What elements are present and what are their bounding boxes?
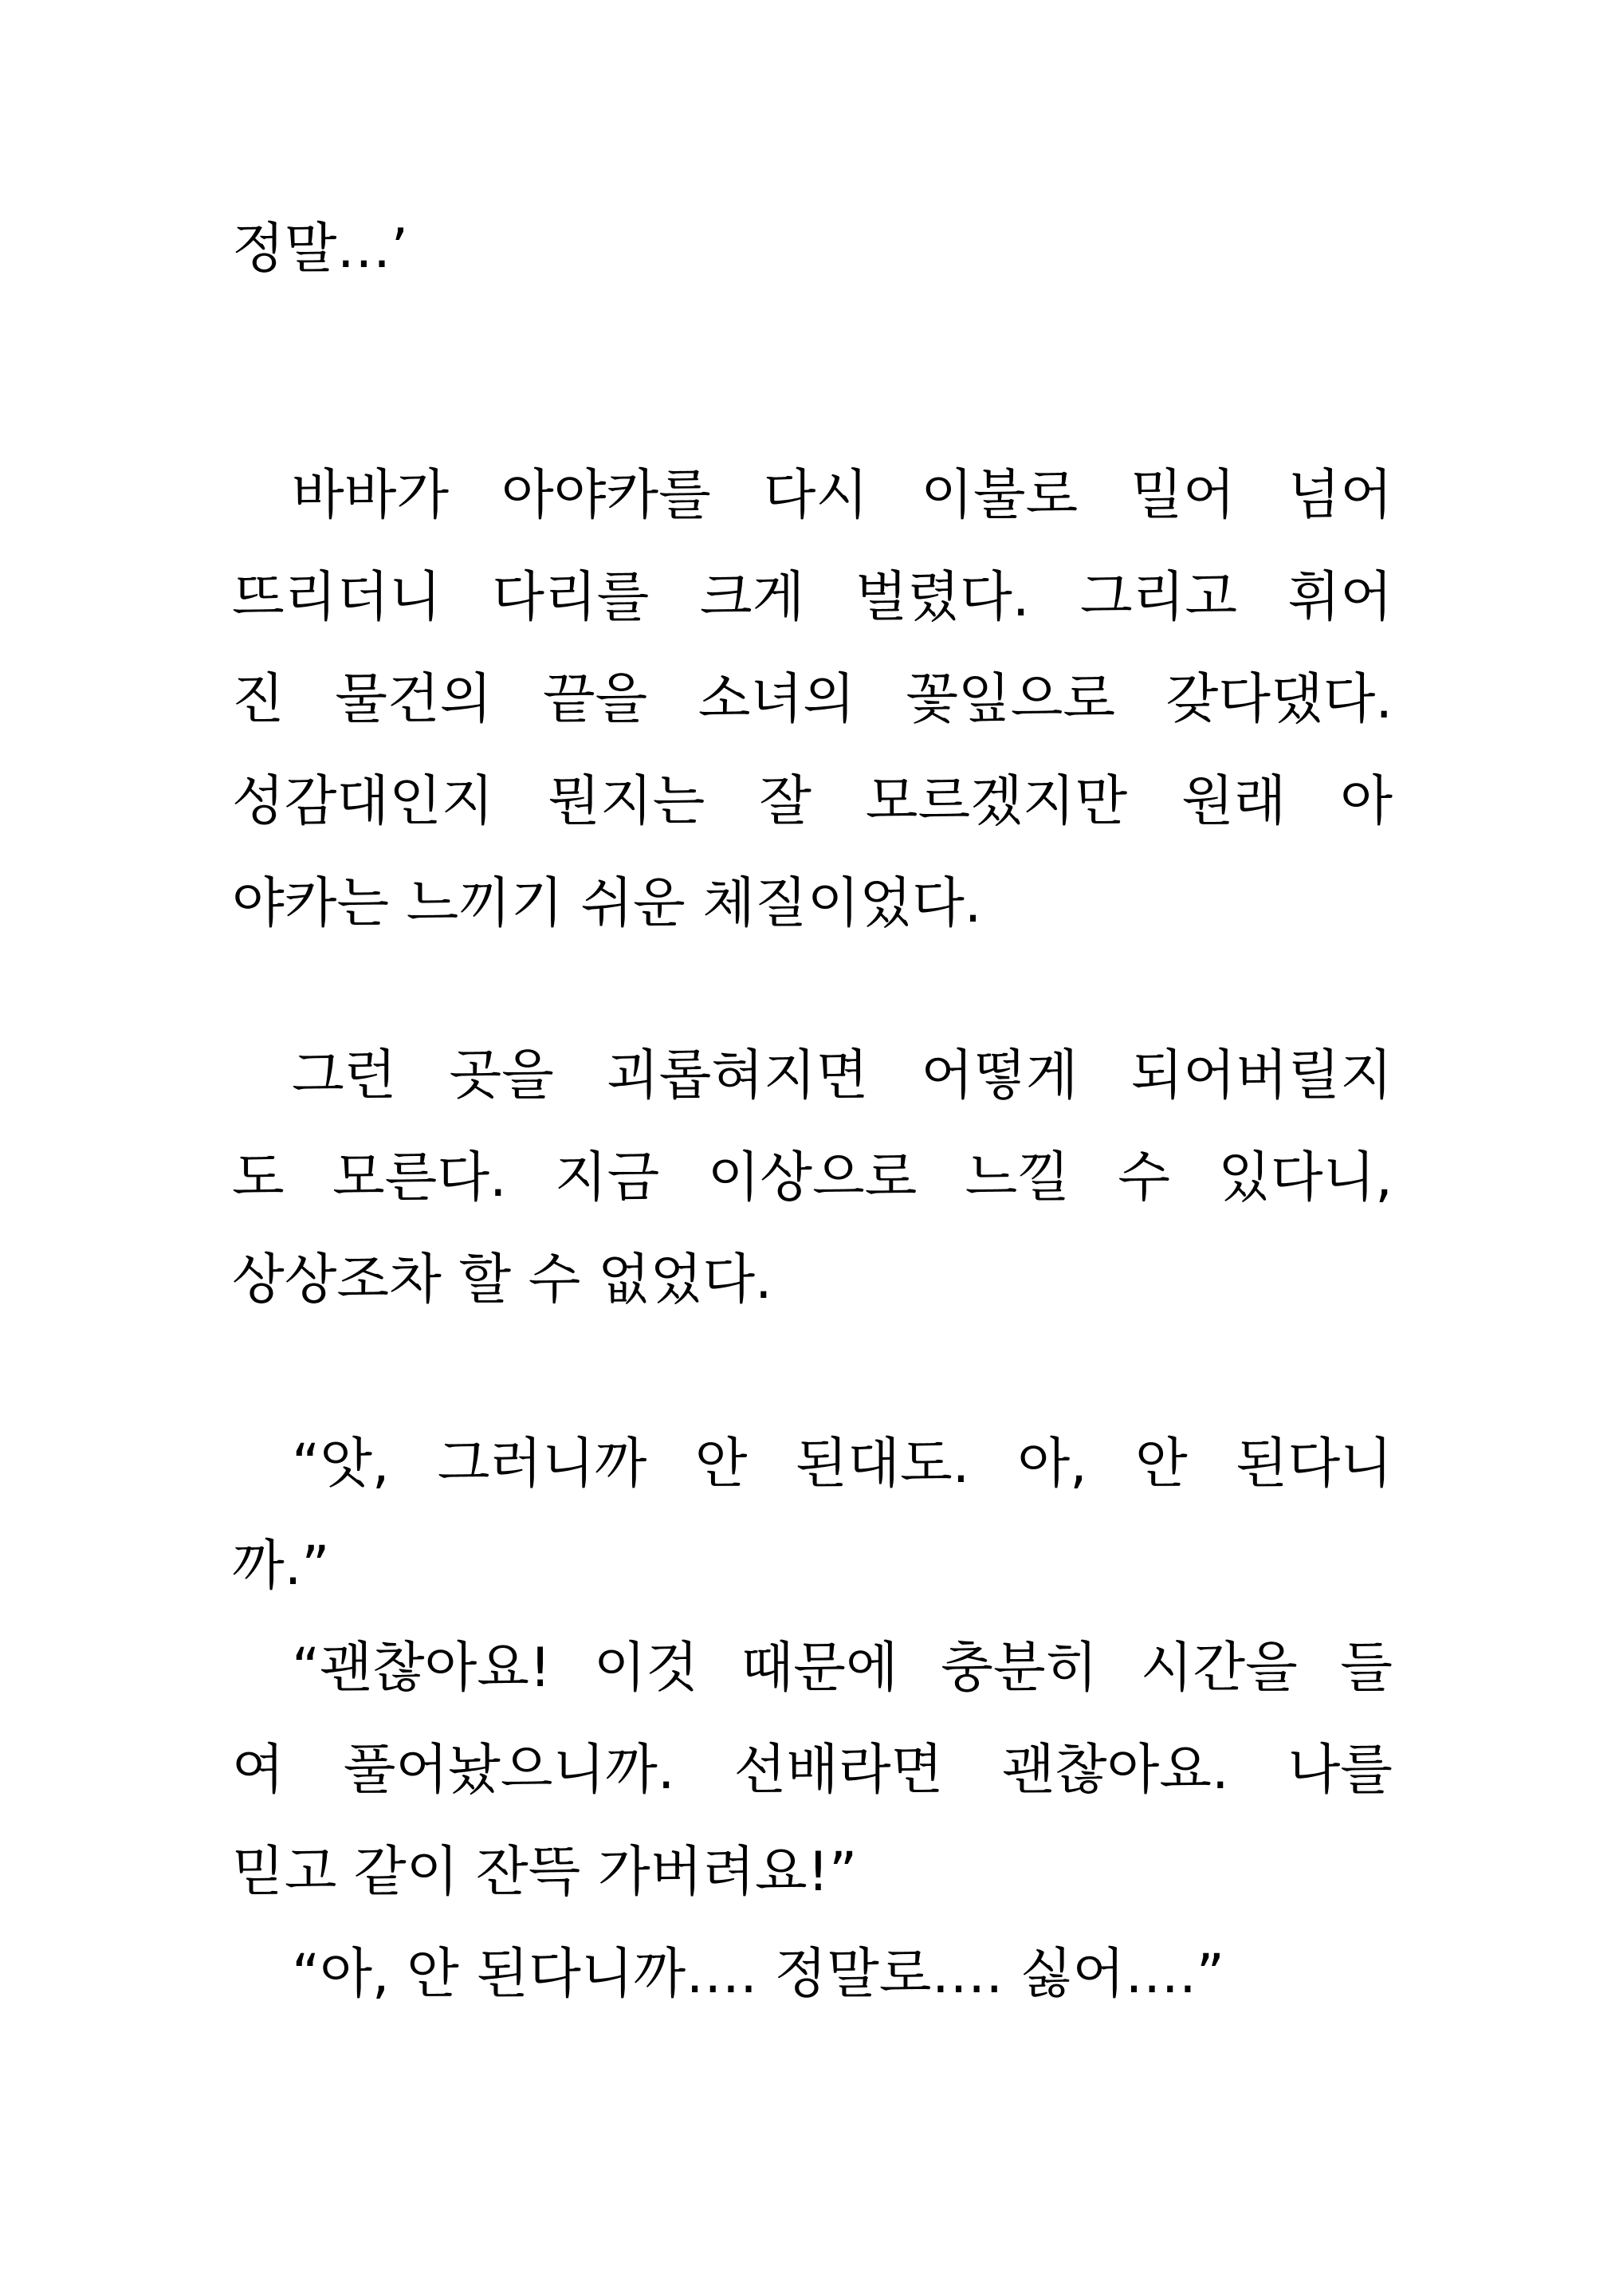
- word: 휘어: [1287, 566, 1393, 629]
- word: 그러니까: [437, 1433, 647, 1496]
- word: 지금: [554, 1146, 660, 1209]
- word: 괜찮아요.: [1002, 1739, 1229, 1802]
- text-line: [0, 202, 1623, 297]
- text-line: [0, 448, 1623, 544]
- word: 모른다.: [332, 1146, 507, 1209]
- word: 꽃잎으로: [906, 668, 1116, 731]
- word: 선배라면: [733, 1739, 944, 1802]
- word: 아: [1340, 770, 1393, 833]
- word: 어떻게: [921, 1044, 1079, 1107]
- word: 수: [1118, 1146, 1170, 1209]
- word: 들: [1340, 1637, 1393, 1700]
- text-line: [0, 754, 1623, 850]
- word: 이상으로: [707, 1146, 918, 1209]
- text-line: [0, 1028, 1623, 1124]
- text-line: [0, 1519, 1623, 1614]
- text-line: [0, 652, 1623, 748]
- word: 뭔지는: [548, 770, 705, 833]
- word: 원래: [1181, 770, 1287, 833]
- line-text: 까.”: [232, 1535, 330, 1598]
- text-line: [0, 1130, 1623, 1226]
- word: 아,: [1017, 1433, 1087, 1496]
- word: 나를: [1287, 1739, 1393, 1802]
- word: 끝을: [542, 668, 648, 731]
- word: 때문에: [741, 1637, 898, 1700]
- word: 성감대인지: [232, 770, 494, 833]
- word: “앗,: [292, 1433, 390, 1496]
- word: 도: [232, 1146, 285, 1209]
- word: 밀어: [1130, 464, 1236, 527]
- word: 충분히: [941, 1637, 1098, 1700]
- word: 된다니: [1235, 1433, 1393, 1496]
- word: 그런: [292, 1044, 397, 1107]
- word: 소녀의: [698, 668, 855, 731]
- word: 넘어: [1287, 464, 1393, 527]
- word: 있다니,: [1218, 1146, 1393, 1209]
- word: 이것: [593, 1637, 699, 1700]
- line-text: 믿고 같이 잔뜩 가버려요!”: [232, 1841, 858, 1904]
- word: 모르겠지만: [865, 770, 1128, 833]
- word: 풀어놨으니까.: [343, 1739, 675, 1802]
- text-line: [0, 550, 1623, 646]
- text-line: [0, 1927, 1623, 2023]
- word: 다시: [763, 464, 869, 527]
- word: “괜찮아요!: [292, 1637, 552, 1700]
- word: 물건의: [335, 668, 493, 731]
- line-text: 상상조차 할 수 없었다.: [232, 1248, 772, 1311]
- word: 느낄: [965, 1146, 1070, 1209]
- word: 잘: [759, 770, 812, 833]
- word: 되어버릴지: [1130, 1044, 1393, 1107]
- text-line: [0, 1417, 1623, 1512]
- word: 곳을: [449, 1044, 554, 1107]
- text-line: [0, 1825, 1623, 1921]
- text-line: [0, 1621, 1623, 1716]
- word: 뜨리더니: [232, 566, 442, 629]
- text-line: [0, 1723, 1623, 1818]
- text-line: [0, 856, 1623, 952]
- word: 벌렸다.: [855, 566, 1030, 629]
- word: 안: [1134, 1433, 1188, 1496]
- line-text: 정말…’: [232, 218, 408, 281]
- word: 그리고: [1079, 566, 1238, 629]
- word: 바바가: [292, 464, 450, 527]
- word: 안: [694, 1433, 748, 1496]
- word: 진: [232, 668, 285, 731]
- word: 된대도.: [795, 1433, 970, 1496]
- word: 괴롭혀지면: [606, 1044, 869, 1107]
- line-text: 야카는 느끼기 쉬운 체질이었다.: [232, 872, 982, 935]
- word: 이불로: [921, 464, 1079, 527]
- word: 시간을: [1140, 1637, 1298, 1700]
- word: 아야카를: [501, 464, 711, 527]
- line-text: “아, 안 된다니까…. 정말로…. 싫어….”: [292, 1943, 1224, 2006]
- word: 여: [232, 1739, 285, 1802]
- word: 다리를: [492, 566, 650, 629]
- word: 갖다댔다.: [1165, 668, 1393, 731]
- text-line: [0, 1233, 1623, 1328]
- word: 크게: [699, 566, 805, 629]
